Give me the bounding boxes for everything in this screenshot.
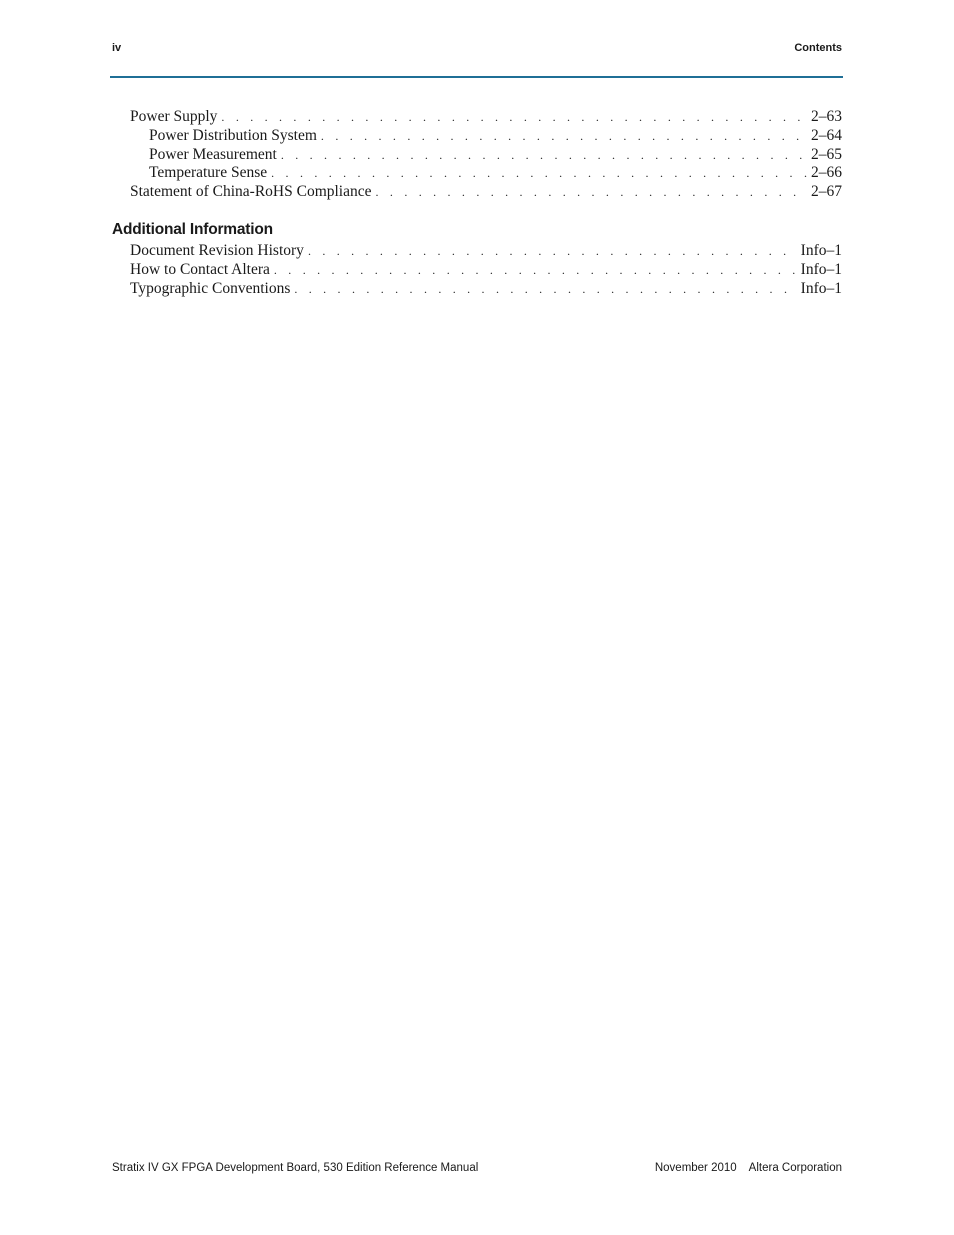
publication-date: November 2010: [654, 1162, 737, 1174]
toc-entry-label: Temperature Sense: [149, 164, 268, 181]
toc-entry-page: Info–1: [800, 261, 842, 278]
toc-entry-page: 2–63: [811, 108, 842, 125]
toc-entry-label: Power Distribution System: [149, 127, 317, 144]
toc-entry-label: Typographic Conventions: [130, 280, 291, 297]
toc-entry[interactable]: [149, 145, 842, 164]
toc-entry-page: Info–1: [800, 280, 842, 297]
toc-entry[interactable]: [130, 182, 842, 201]
dot-leader: [321, 127, 807, 145]
toc-entry[interactable]: [130, 260, 842, 279]
page-footer: [112, 1162, 842, 1178]
toc-entry-page: Info–1: [800, 242, 842, 259]
toc-entry-label: Statement of China-RoHS Compliance: [130, 183, 372, 200]
dot-leader: [281, 146, 807, 164]
dot-leader: [376, 183, 807, 201]
dot-leader: [221, 108, 807, 126]
company-name: Altera Corporation: [748, 1162, 842, 1174]
dot-leader: [308, 242, 797, 260]
toc-entry[interactable]: [130, 107, 842, 126]
dot-leader: [271, 164, 807, 182]
manual-title: Stratix IV GX FPGA Development Board, 530 Edition Reference Manual: [112, 1162, 479, 1174]
toc-entry[interactable]: [149, 163, 842, 182]
toc-entry[interactable]: [130, 279, 842, 298]
page-number: iv: [112, 42, 122, 54]
toc-entry-page: 2–65: [811, 146, 842, 163]
toc-entry-page: 2–67: [811, 183, 842, 200]
toc-entry[interactable]: [130, 241, 842, 260]
dot-leader: [274, 261, 797, 279]
toc-entry-page: 2–66: [811, 164, 842, 181]
toc-entry-label: Document Revision History: [130, 242, 304, 259]
toc-entry-label: Power Measurement: [149, 146, 277, 163]
dot-leader: [294, 280, 796, 298]
footer-right: [655, 1162, 842, 1174]
toc-entry-label: How to Contact Altera: [130, 261, 270, 278]
toc-entry[interactable]: [149, 126, 842, 145]
toc-entry-page: 2–64: [811, 127, 842, 144]
section-heading: Additional Information: [112, 221, 273, 238]
toc-entry-label: Power Supply: [130, 108, 218, 125]
page-header: [112, 42, 842, 60]
section-title: Contents: [794, 42, 842, 54]
header-rule: [110, 76, 843, 78]
